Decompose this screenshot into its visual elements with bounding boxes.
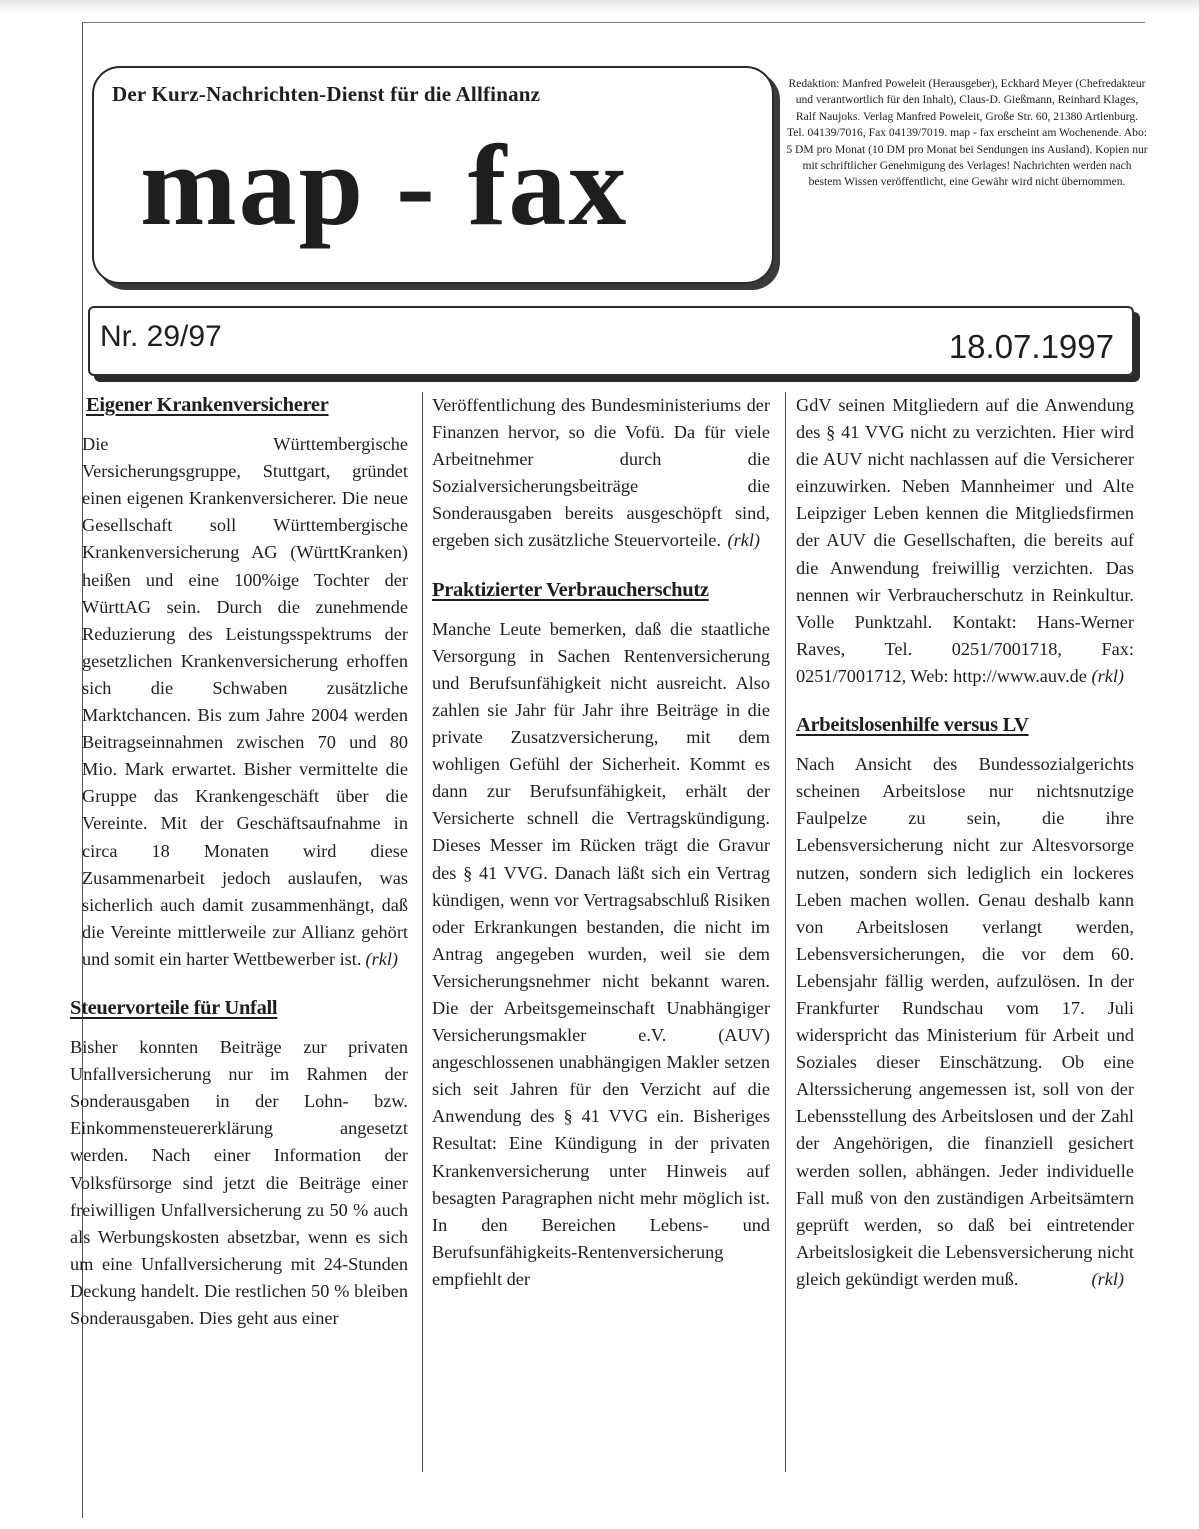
article-continuation — [432, 392, 770, 555]
article-verbraucherschutz — [432, 577, 770, 1293]
article-krankenversicherer — [70, 392, 408, 973]
article-continuation — [796, 392, 1134, 690]
masthead-title: map - fax — [140, 122, 629, 250]
article-credit: (rkl) — [365, 948, 398, 969]
imprint: Redaktion: Manfred Poweleit (Herausgeber), Eckhard Meyer (Chefredakteur und verantwortlich für den Inhalt), Claus-D. Gießmann, Reinhard Klages, Ralf Naujoks. Verlag Manfred Poweleit, Große Str. 60, 21380 Artlenburg. Tel. 04139/7016, Fax 04139/7019. map - fax erscheint am Wochenende. Abo: 5 DM pro Monat (10 DM pro Monat bei Sendungen ins Ausland). Kopien nur mit schriftlicher Genehmigung des Verlages! Nachrichten werden nach bestem Wissen veröffentlicht, eine Gewähr wird nicht übernommen. — [786, 77, 1148, 189]
headline-verbraucherschutz: Praktizierter Verbraucherschutz — [432, 578, 709, 601]
headline-arbeitslosenhilfe: Arbeitslosenhilfe versus LV — [796, 714, 1029, 737]
article-steuervorteile — [70, 995, 408, 1332]
article-credit: (rkl) — [1091, 665, 1124, 686]
article-arbeitslosenhilfe — [796, 712, 1134, 1293]
column-rule-left — [422, 392, 423, 1472]
masthead-subtitle: Der Kurz-Nachrichten-Dienst für die Allfinanz — [112, 82, 541, 106]
article-body — [70, 431, 408, 973]
article-body: Manche Leute bemerken, daß die staatliche Versorgung in Sachen Rentenversicherung und Berufsunfähigkeit nicht ausreicht. Also zahlen sie Jahr für Jahr ihre Beiträge in die private Zusatzversicherung, mit dem wohligen Gefühl der Sicherheit. Kommt es dann zur Berufsunfähigkeit, erhält der Versicherte schnell die Vertragskündigung. Dieses Messer im Rücken trägt die Gravur des § 41 VVG. Danach läßt sich ein Vertrag kündigen, wenn vor Vertragsabschluß Risiken oder Erkrankungen bestanden, die nicht im Antrag angegeben wurden, weil sie dem Versicherungsnehmer nicht bekannt waren. Die der Arbeitsgemeinschaft Unabhängiger Versicherungsmakler e.V. (AUV) angeschlossenen unabhängigen Makler setzen sich seit Jahren für den Verzicht auf die Anwendung des § 41 VVG ein. Bisheriges Resultat: Eine Kündigung in der privaten Krankenversicherung unter Hinweis auf besagten Paragraphen nicht mehr möglich ist. In den Bereichen Lebens- und Berufsunfähigkeits-Rentenversicherung empfiehlt der — [432, 618, 770, 1289]
article-credit: (rkl) — [1091, 1268, 1124, 1289]
article-body — [796, 392, 1134, 690]
scan-edge — [0, 0, 1199, 14]
column-rule-right — [785, 392, 786, 1472]
masthead-box — [92, 66, 774, 284]
article-body: Bisher konnten Beiträge zur privaten Unfallversicherung nur im Rahmen der Sonderausgaben in der Lohn- bzw. Einkommensteuererklärung angesetzt werden. Nach einer Information der Volksfürsorge sind jetzt die Beiträge einer freiwilligen Unfallversicherung zu 50 % auch als Werbungskosten absetzbar, wenn es sich um eine Unfallversicherung mit 24-Stunden Deckung handelt. Die restlichen 50 % bleiben Sonderausgaben. Dies geht aus einer — [70, 1037, 408, 1328]
headline-eigener-krankenversicherer: Eigener Krankenversicherer — [86, 394, 329, 416]
article-credit: (rkl) — [727, 530, 760, 551]
issue-bar — [88, 306, 1134, 376]
article-text: Nach Ansicht des Bundessozialgerichts scheinen Arbeitslose nur nichtsnutzige Faulpelze zu sein, die ihre Lebensversicherung nicht zur Altesvorsorge nutzen, sondern sich lediglich ein lockeres Leben machen wollen. Genau deshalb kann von Arbeitslosen verlangt werden, Lebensversicherungen, die vor dem 60. Lebensjahr fällig werden, aufzulösen. In der Frankfurter Rundschau vom 17. Juli widerspricht das Ministerium für Arbeit und Soziales dieser Einschätzung. Ob eine Alterssicherung angemessen ist, soll von der Lebensstellung des Arbeitslosen und der Zahl der Angehörigen, die finanziell gesichert werden sollen, abhängen. Jeder individuelle Fall muß von den zuständigen Arbeitsämtern geprüft werden, so daß bei eintretender Arbeitslosigkeit die Lebensversicherung nicht gleich gekündigt werden muß. — [796, 754, 1134, 1289]
article-text: Die Württembergische Versicherungsgruppe, Stuttgart, gründet einen eigenen Krankenversicherer. Die neue Gesellschaft soll Württembergische Krankenversicherung AG (WürttKranken) heißen und eine 100%ige Tochter der WürttAG sein. Durch die zunehmende Reduzierung des Leistungsspektrums der gesetzlichen Krankenversicherung erhoffen sich die Schwaben zusätzliche Marktchancen. Bis zum Jahre 2004 werden Beitragseinnahmen zwischen 70 und 80 Mio. Mark erwartet. Bisher vermittelte die Gruppe das Krankengeschäft über die Vereinte. Mit der Geschäftsaufnahme in circa 18 Monaten wird diese Zusammenarbeit jedoch auslaufen, was sicherlich auch damit zusammenhängt, daß die Vereinte mittlerweile zur Allianz gehört und somit ein harter Wettbewerber ist. — [82, 434, 408, 969]
article-text: GdV seinen Mitgliedern auf die Anwendung des § 41 VVG nicht zu verzichten. Hier wird die AUV nicht nachlassen auf die Versicherer einzuwirken. Neben Mannheimer und Alte Leipziger Leben kennen die Mitgliedsfirmen der AUV die Gesellschaften, die bereits auf die Anwendung freiwillig verzichten. Das nennen wir Verbraucherschutz in Reinkultur. Volle Punktzahl. Kontakt: Hans-Werner Raves, Tel. 0251/7001718, Fax: 0251/7001712, Web: http://www.auv.de — [796, 395, 1134, 686]
column-right — [796, 392, 1134, 1315]
column-left — [70, 392, 408, 1354]
issue-date: 18.07.1997 — [948, 328, 1114, 365]
article-body — [432, 392, 770, 555]
article-body — [796, 751, 1134, 1293]
headline-steuervorteile: Steuervorteile für Unfall — [70, 996, 278, 1019]
article-text: Veröffentlichung des Bundesministeriums der Finanzen hervor, so die Vofü. Da für viele Arbeitnehmer durch die Sozialversicherungsbeiträge die Sonderausgaben bereits ausgeschöpft sind, ergeben sich zusätzliche Steuervorteile. — [432, 395, 770, 551]
column-middle — [432, 392, 770, 1315]
issue-number: Nr. 29/97 — [100, 320, 222, 353]
